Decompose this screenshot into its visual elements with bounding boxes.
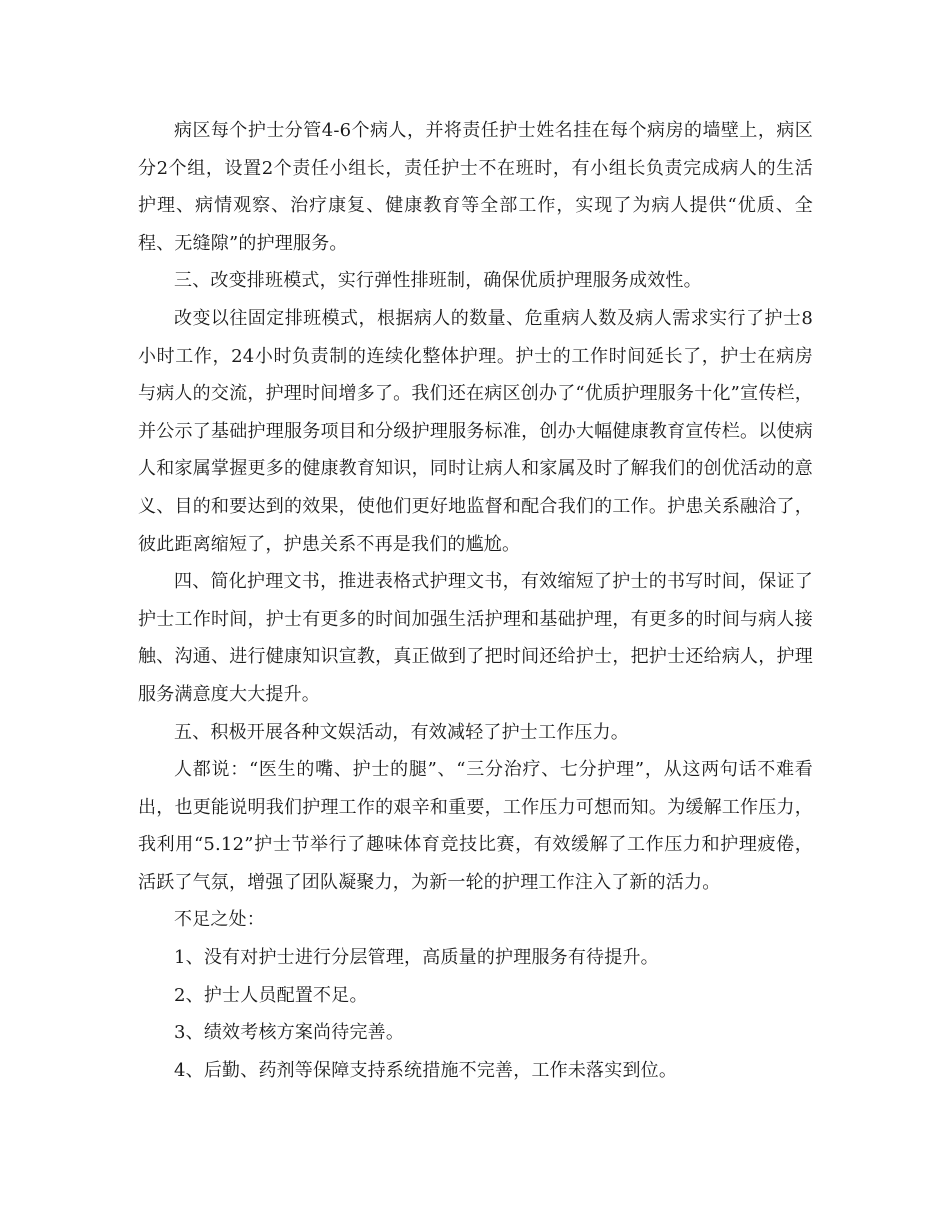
list-item-shortcoming-2: 2、护士人员配置不足。 [174,984,368,1006]
paragraph-work-pressure: 人都说：“医生的嘴、护士的腿”、“三分治疗、七分护理”，从这两句话不难看出，也更能说明我们护理工作的艰辛和重要，工作压力可想而知。为缓解工作压力，我利用“5.12”护士节举行了趣味体育竞技比赛，有效缓解了工作压力和护理疲倦，活跃了气氛，增强了团队凝聚力，为新一轮的护理工作注入了新的活力。 [138,759,813,893]
paragraph-scheduling-change: 改变以往固定排班模式，根据病人的数量、危重病人数及病人需求实行了护士8小时工作，24小时负责制的连续化整体护理。护士的工作时间延长了，护士在病房与病人的交流，护理时间增多了。我们还在病区创办了“优质护理服务十化”宣传栏，并公示了基础护理服务项目和分级护理服务标准，创办大幅健康教育宣传栏。以使病人和家属掌握更多的健康教育知识，同时让病人和家属及时了解我们的创优活动的意义、目的和要达到的效果，使他们更好地监督和配合我们的工作。护患关系融洽了，彼此距离缩短了，护患关系不再是我们的尴尬。 [138,307,813,555]
heading-section-four: 四、简化护理文书，推进表格式护理文书，有效缩短了护士的书写时间，保证了护士工作时间，护士有更多的时间加强生活护理和基础护理，有更多的时间与病人接触、沟通、进行健康知识宣教，真正做到了把时间还给护士，把护士还给病人，护理服务满意度大大提升。 [138,571,813,705]
list-item-shortcoming-3: 3、绩效考核方案尚待完善。 [174,1022,405,1044]
paragraph-ward-nurse-assignment: 病区每个护士分管4-6个病人，并将责任护士姓名挂在每个病房的墙壁上，病区分2个组，设置2个责任小组长，责任护士不在班时，有小组长负责完成病人的生活护理、病情观察、治疗康复、健康教育等全部工作，实现了为病人提供“优质、全程、无缝隙”的护理服务。 [138,120,813,254]
document-body [138,112,813,1089]
heading-section-three: 三、改变排班模式，实行弹性排班制，确保优质护理服务成效性。 [174,270,702,292]
list-item-shortcoming-4: 4、后勤、药剂等保障支持系统措施不完善，工作未落实到位。 [174,1059,678,1081]
heading-shortcomings: 不足之处： [174,909,265,931]
heading-section-five: 五、积极开展各种文娱活动，有效减轻了护士工作压力。 [174,721,629,743]
list-item-shortcoming-1: 1、没有对护士进行分层管理，高质量的护理服务有待提升。 [174,947,659,969]
